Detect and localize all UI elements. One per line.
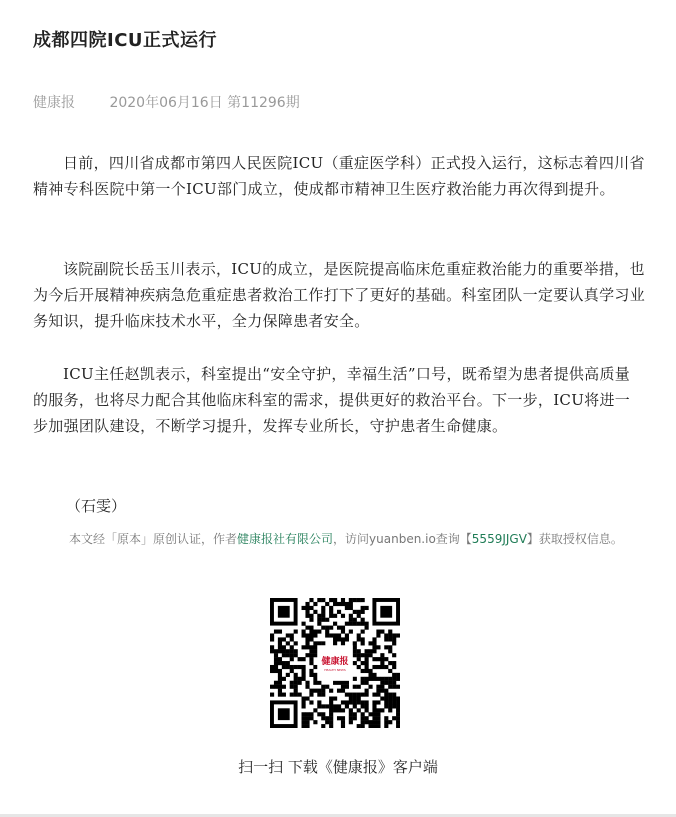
qr-logo-subtext: HEALTH NEWS xyxy=(324,668,346,672)
qr-code-image xyxy=(270,598,400,728)
article-source[interactable]: 健康报 xyxy=(33,95,75,111)
article-meta xyxy=(33,92,300,112)
article-title: 成都四院ICU正式运行 xyxy=(33,30,218,51)
article-date-issue: 2020年06月16日 第11296期 xyxy=(109,95,300,111)
copyright-suffix: 】获取授权信息。 xyxy=(526,532,623,546)
copyright-notice xyxy=(33,527,645,551)
article-paragraph: ICU主任赵凯表示，科室提出“安全守护，幸福生活”口号，既希望为患者提供高质量的服务，也将尽力配合其他临床科室的需求，提供更好的救治平台。下一步，ICU将进一步加强团队建设，不断学习提升，发挥专业所长，守护患者生命健康。 xyxy=(33,365,631,435)
qr-logo-text: 健康报 xyxy=(321,657,349,667)
copyright-code-link[interactable]: 5559JJGV xyxy=(471,532,527,546)
download-caption: 扫一扫 下载《健康报》客户端 xyxy=(238,758,438,776)
article-paragraph: 该院副院长岳玉川表示，ICU的成立，是医院提高临床危重症救治能力的重要举措，也为今后开展精神疾病急危重症患者救治工作打下了更好的基础。科室团队一定要认真学习业务知识，提升临床技术水平，全力保障患者安全。 xyxy=(33,260,646,330)
copyright-middle: ，访问yuanben.io查询【 xyxy=(333,532,472,546)
article-paragraph: 日前，四川省成都市第四人民医院ICU（重症医学科）正式投入运行，这标志着四川省精神专科医院中第一个ICU部门成立，使成都市精神卫生医疗救治能力再次得到提升。 xyxy=(33,154,645,198)
qr-code xyxy=(270,598,400,728)
copyright-author-link[interactable]: 健康报社有限公司 xyxy=(237,532,334,546)
article-signature: （石雯） xyxy=(66,497,127,515)
copyright-prefix: 本文经「原本」原创认证，作者 xyxy=(69,532,238,546)
